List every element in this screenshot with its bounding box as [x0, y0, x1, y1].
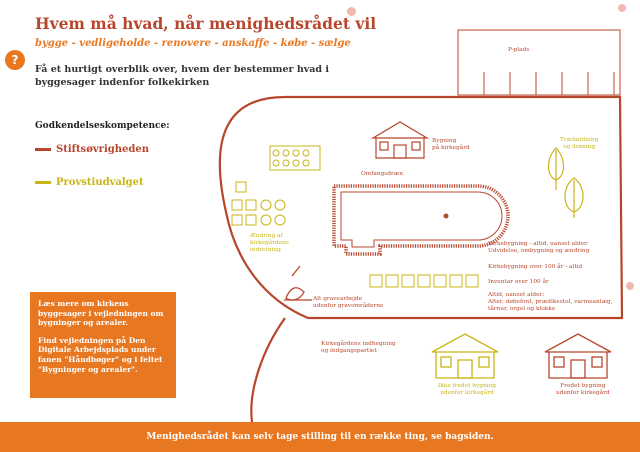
legend-label-provsti: Provstiudvalget: [56, 176, 144, 188]
nonlisted-label: Ikke fredet bygning udenfor kirkegård: [438, 383, 496, 396]
approval-heading: Godkendelseskompetence:: [35, 121, 170, 131]
tree-icon: [549, 148, 584, 218]
church-outline: [334, 186, 508, 254]
listed-label: Fredet bygning udenfor kirkegård: [556, 383, 610, 396]
always-label: Altid, uanset alder: Alter, døbefont, prædikestol, varmeanlæg, tårnur, orgel og klokke: [488, 292, 613, 312]
footer-text: Menighedsrådet kan selv tage stilling til en række ting, se bagsiden.: [146, 432, 494, 442]
help-icon: ?: [5, 50, 25, 70]
parking-label: P-plads: [508, 47, 530, 53]
house-icon: [432, 334, 498, 378]
building-churchyard-label: Bygning på kirkegård: [432, 138, 470, 151]
house-icon: [545, 334, 611, 378]
grave-grid: [232, 146, 478, 287]
moat-label: Omfangsdræn: [361, 171, 403, 177]
info-text-2: Find vejledningen på Den Digitale Arbejdsplads under fanen "Håndbøger" og i feltet "Bygninger og arealer".: [38, 335, 163, 374]
earthwork-label: Alt gravearbejde udenfor gravområderne: [313, 296, 384, 309]
page-subtitle: bygge - vedligeholde - renovere - anskaffe - købe - sælge: [35, 38, 351, 49]
legend-label-stift: Stiftsøvrigheden: [56, 143, 149, 155]
footer-bar: [0, 422, 640, 452]
church-over100-label: Kirkebygning over 100 år - altid: [488, 264, 583, 270]
trees-label: Træfældning og drøning: [560, 137, 599, 150]
fence-label: Kirkegårdens indhegning og indgangspartiet: [321, 341, 396, 354]
door-dot: [444, 214, 449, 219]
intro-text: Få et hurtigt overblik over, hvem der bestemmer hvad i byggesager indenfor folkekirken: [35, 64, 329, 88]
boundary-tail: [251, 318, 285, 422]
parking-area: [458, 30, 620, 95]
shovel-icon: [284, 266, 312, 300]
layout-change-label: Ændring af kirkegårdens indretning: [250, 233, 289, 253]
info-text-1: Læs mere om kirkens byggesager i vejledningen om bygninger og arealer.: [38, 299, 164, 328]
info-box: [30, 292, 176, 398]
page-title: Hvem må hvad, når menighedsrådet vil: [35, 14, 377, 33]
house-icon: [373, 122, 427, 158]
churchyard-boundary: [220, 97, 622, 318]
inventory-label: Inventar over 100 år: [488, 279, 549, 285]
church-all-label: Kirkebygning - altid, uanset alder: Udvidelse, ombygning og ændring: [488, 241, 590, 254]
